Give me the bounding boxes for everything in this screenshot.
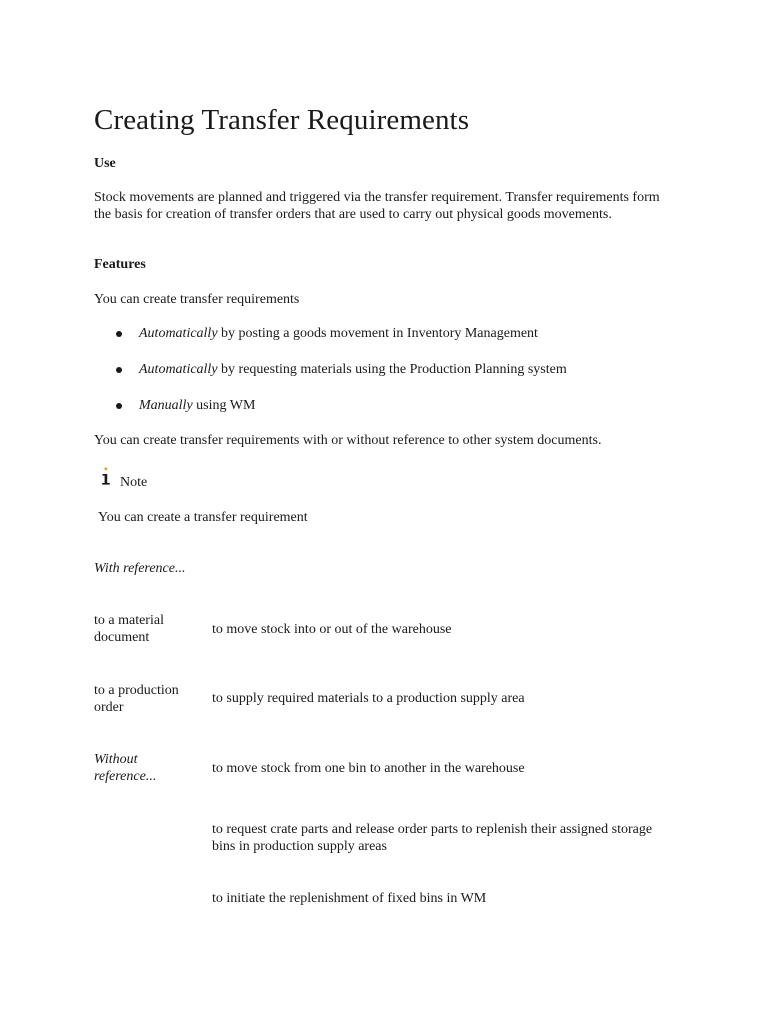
bullet-text: using WM bbox=[192, 398, 256, 413]
table-cell-left: to a production order bbox=[94, 683, 179, 715]
note-text: You can create a transfer requirement bbox=[98, 510, 308, 525]
table-cell-left: Without reference... bbox=[94, 752, 157, 784]
note-label: Note bbox=[120, 475, 148, 490]
bullet-emphasis: Manually bbox=[139, 398, 193, 413]
bullet-dot-icon bbox=[116, 331, 122, 337]
with-reference-label: With reference... bbox=[94, 561, 186, 576]
table-cell-left: to a material document bbox=[94, 613, 164, 645]
bullet-emphasis: Automatically bbox=[139, 362, 218, 377]
info-icon bbox=[101, 467, 111, 487]
use-heading: Use bbox=[94, 156, 116, 171]
bullet-text: by posting a goods movement in Inventory Management bbox=[217, 326, 538, 341]
bullet-text: by requesting materials using the Production Planning system bbox=[217, 362, 567, 377]
page-title: Creating Transfer Requirements bbox=[94, 104, 470, 136]
table-cell-right: to request crate parts and release order parts to replenish their assigned storage bins in production supply areas bbox=[212, 822, 653, 854]
table-cell-right: to supply required materials to a production supply area bbox=[212, 691, 525, 706]
table-cell-right: to move stock into or out of the warehouse bbox=[212, 622, 452, 637]
features-heading: Features bbox=[94, 257, 146, 272]
bullet-emphasis: Automatically bbox=[139, 326, 218, 341]
table-cell-right: to initiate the replenishment of fixed bins in WM bbox=[212, 891, 487, 906]
features-intro: You can create transfer requirements bbox=[94, 292, 300, 307]
bullet-dot-icon bbox=[116, 403, 122, 409]
bullet-dot-icon bbox=[116, 367, 122, 373]
table-cell-right: to move stock from one bin to another in the warehouse bbox=[212, 761, 525, 776]
reference-paragraph: You can create transfer requirements with or without reference to other system documents. bbox=[94, 433, 602, 448]
use-paragraph: Stock movements are planned and triggered via the transfer requirement. Transfer requirements form the basis for creation of transfer orders that are used to carry out physical goods movements. bbox=[94, 190, 660, 222]
